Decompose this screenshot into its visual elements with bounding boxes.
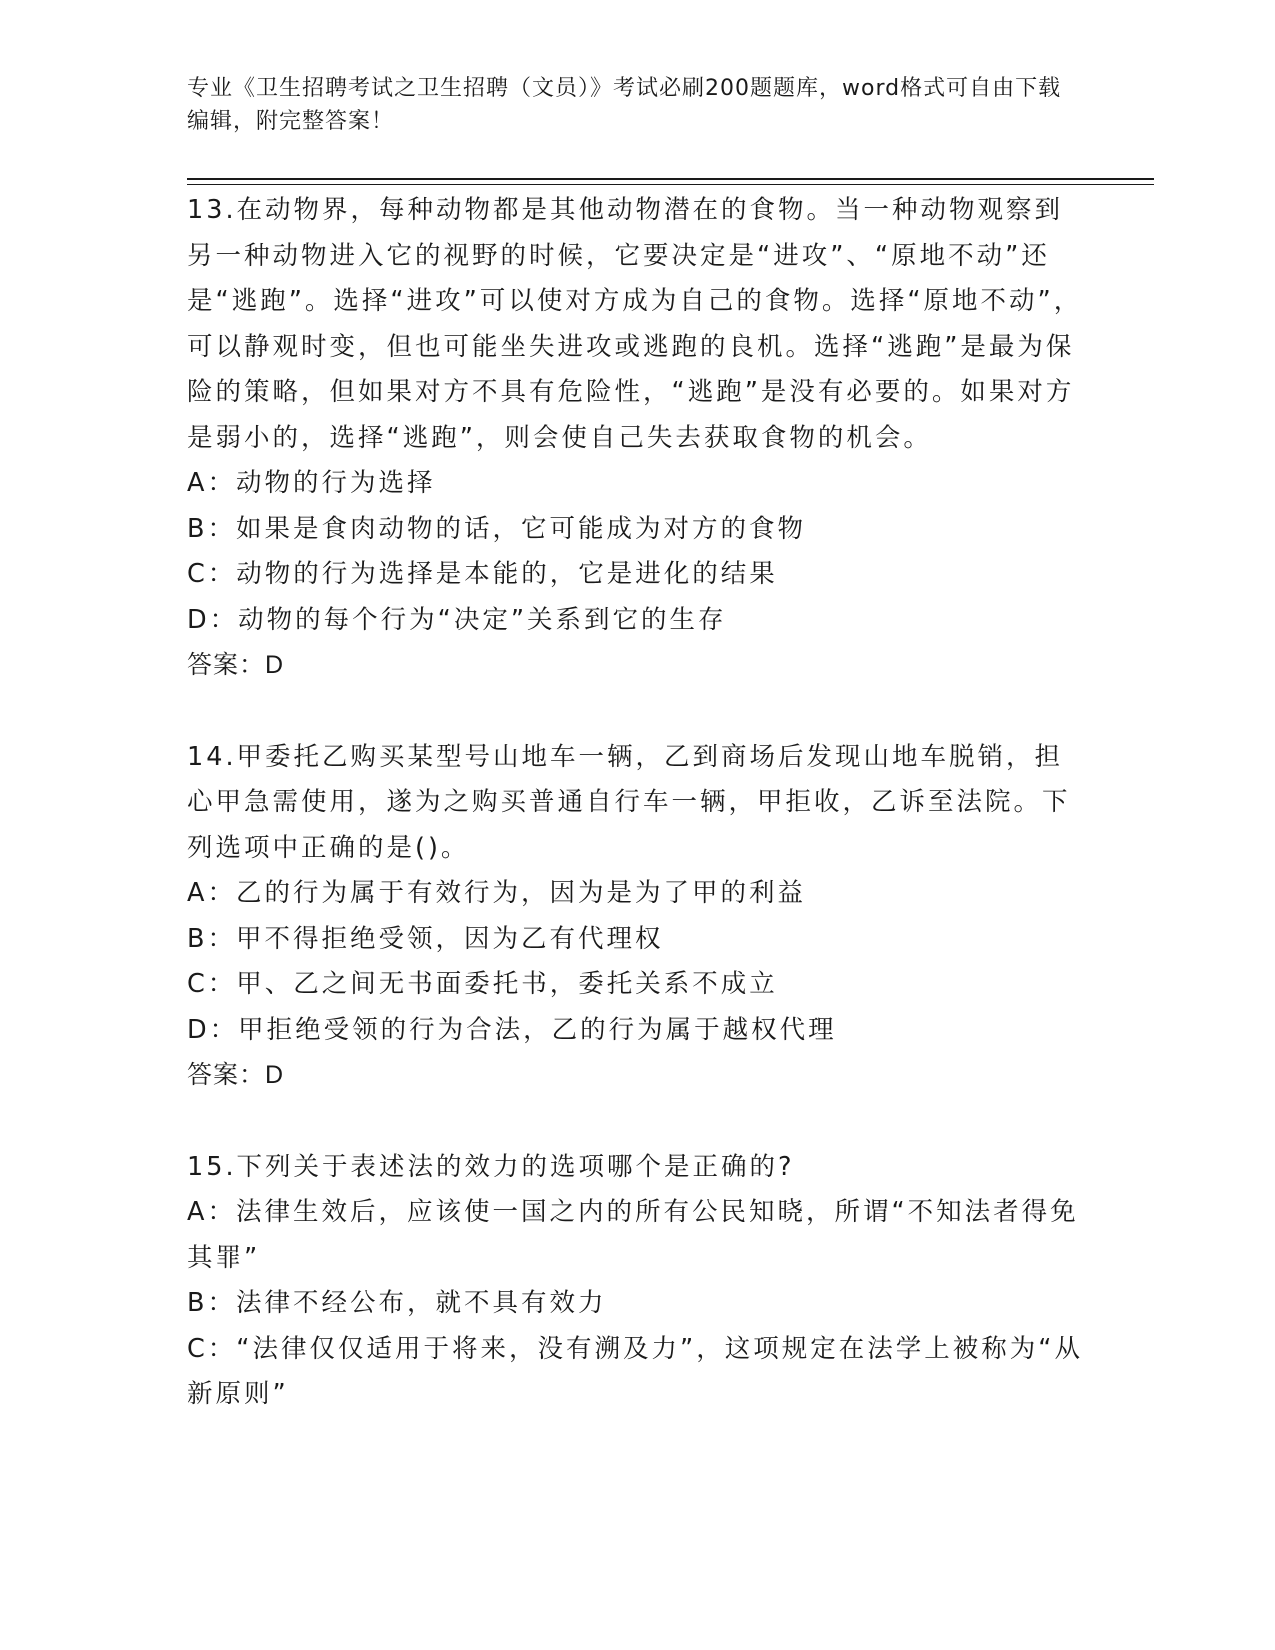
question-spacer: [187, 689, 1087, 735]
answer-line: 答案：D: [187, 1061, 285, 1089]
question-text: 15.下列关于表述法的效力的选项哪个是正确的?: [187, 1151, 795, 1182]
option-a: A：乙的行为属于有效行为，因为是为了甲的利益: [187, 878, 806, 908]
option-a: A：动物的行为选择: [187, 468, 436, 498]
option-c: C：甲、乙之间无书面委托书，委托关系不成立: [187, 969, 778, 999]
header-rule-thick: [187, 178, 1154, 180]
option-c: C：“法律仅仅适用于将来，没有溯及力”，这项规定在法学上被称为“从新原则”: [187, 1333, 1083, 1409]
question-13: [187, 188, 1087, 689]
question-text: 13.在动物界，每种动物都是其他动物潜在的食物。当一种动物观察到另一种动物进入它的视野的时候，它要决定是“进攻”、“原地不动”还是“逃跑”。选择“进攻”可以使对方成为自己的食物。选择“原地不动”，可以静观时变，但也可能坐失进攻或逃跑的良机。选择“逃跑”是最为保险的策略，但如果对方不具有危险性，“逃跑”是没有必要的。如果对方是弱小的，选择“逃跑”，则会使自己失去获取食物的机会。: [187, 195, 1083, 453]
option-c: C：动物的行为选择是本能的，它是进化的结果: [187, 559, 778, 589]
answer-line: 答案：D: [187, 651, 285, 679]
option-d: D：动物的每个行为“决定”关系到它的生存: [187, 604, 727, 635]
option-b: B：如果是食肉动物的话，它可能成为对方的食物: [187, 513, 806, 544]
option-a: A：法律生效后，应该使一国之内的所有公民知晓，所谓“不知法者得免其罪”: [187, 1197, 1079, 1273]
question-15: [187, 1145, 1087, 1418]
option-b: B：甲不得拒绝受领，因为乙有代理权: [187, 923, 664, 954]
option-d: D：甲拒绝受领的行为合法，乙的行为属于越权代理: [187, 1014, 837, 1045]
document-header: 专业《卫生招聘考试之卫生招聘（文员）》考试必刷200题题库，word格式可自由下载编辑，附完整答案！: [187, 76, 1062, 134]
question-list: [187, 188, 1087, 1418]
question-14: [187, 735, 1087, 1099]
question-spacer: [187, 1099, 1087, 1145]
header-rule-thin: [187, 184, 1154, 185]
option-b: B：法律不经公布，就不具有效力: [187, 1288, 607, 1318]
question-text: 14.甲委托乙购买某型号山地车一辆，乙到商场后发现山地车脱销，担心甲急需使用，遂为之购买普通自行车一辆，甲拒收，乙诉至法院。下列选项中正确的是()。: [187, 741, 1071, 863]
